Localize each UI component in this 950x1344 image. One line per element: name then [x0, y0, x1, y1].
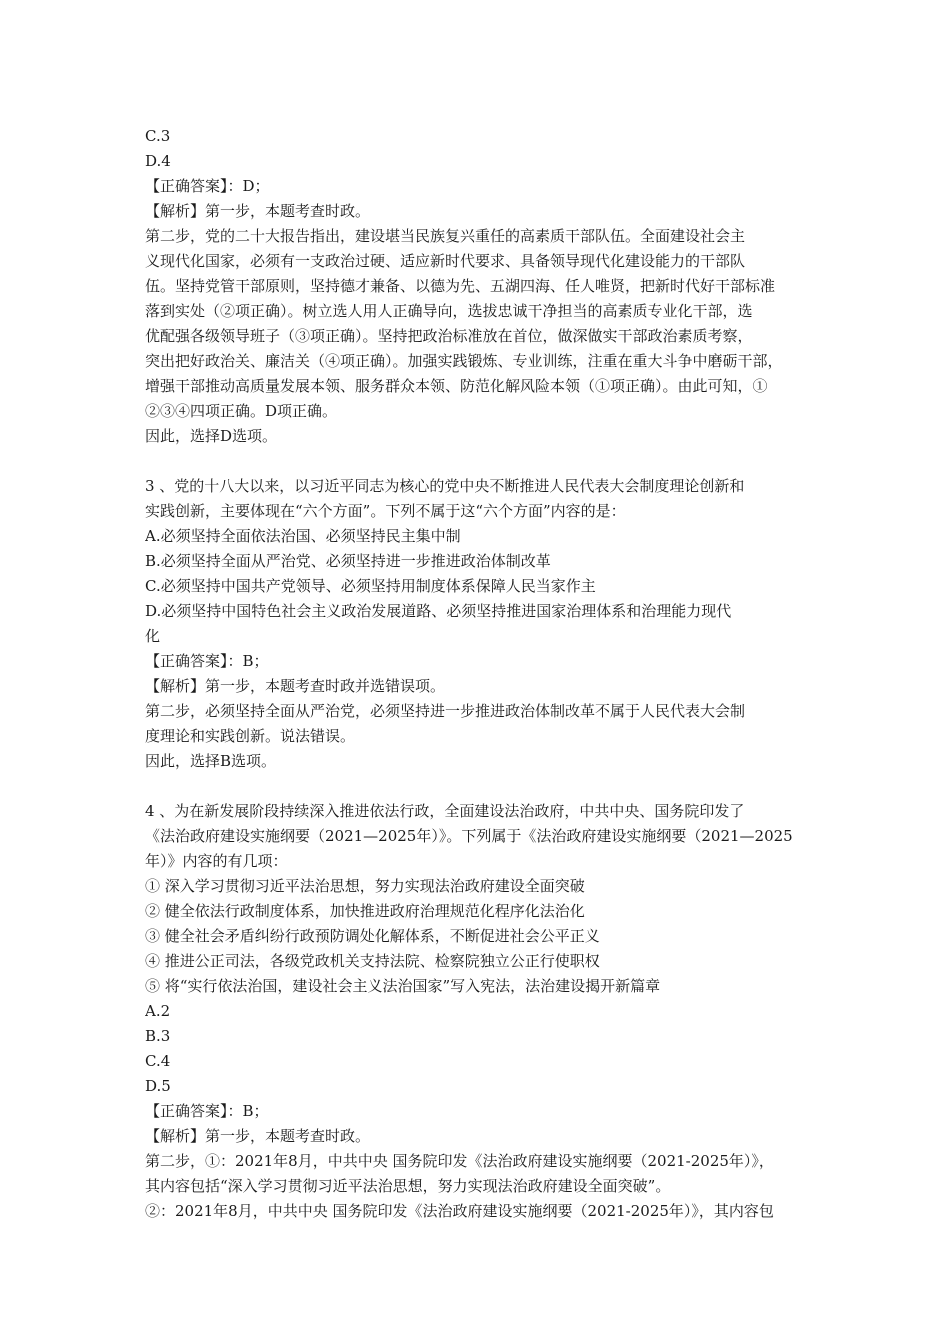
text-line: 【解析】第一步，本题考查时政。 [145, 202, 371, 220]
text-line: A.2 [145, 1002, 171, 1020]
paragraph-gap [145, 774, 815, 799]
text-line: 落到实处（②项正确）。树立选人用人正确导向，选拔忠诚干净担当的高素质专业化干部，选 [145, 302, 753, 320]
text-line: ②：2021年8月，中共中央 国务院印发《法治政府建设实施纲要（2021-2025年）》，其内容包 [145, 1202, 774, 1220]
text-line: ④ 推进公正司法，各级党政机关支持法院、检察院独立公正行使职权 [145, 952, 600, 970]
text-line: B.必须坚持全面从严治党、必须坚持进一步推进政治体制改革 [145, 552, 551, 570]
text-line: 因此，选择B选项。 [145, 752, 277, 770]
text-line: 增强干部推动高质量发展本领、服务群众本领、防范化解风险本领（①项正确）。由此可知，① [145, 377, 768, 395]
text-line: 义现代化国家，必须有一支政治过硬、适应新时代要求、具备领导现代化建设能力的干部队 [145, 252, 746, 270]
text-line: 度理论和实践创新。说法错误。 [145, 727, 356, 745]
text-line: A.必须坚持全面依法治国、必须坚持民主集中制 [145, 527, 461, 545]
text-line: C.3 [145, 127, 171, 145]
paragraph-gap [145, 449, 815, 474]
text-line: 【正确答案】：D； [145, 177, 270, 195]
text-line: 因此，选择D选项。 [145, 427, 278, 445]
text-line: 实践创新，主要体现在“六个方面”。下列不属于这“六个方面”内容的是： [145, 502, 626, 520]
text-line: D.必须坚持中国特色社会主义政治发展道路、必须坚持推进国家治理体系和治理能力现代 [145, 602, 732, 620]
text-line: 【正确答案】：B； [145, 652, 269, 670]
text-line: 化 [145, 627, 161, 645]
text-line: C.4 [145, 1052, 171, 1070]
text-line: ② 健全依法行政制度体系，加快推进政府治理规范化程序化法治化 [145, 902, 585, 920]
text-line: C.必须坚持中国共产党领导、必须坚持用制度体系保障人民当家作主 [145, 577, 596, 595]
text-line: 优配强各级领导班子（③项正确）。坚持把政治标准放在首位，做深做实干部政治素质考察， [145, 327, 753, 345]
text-line: 《法治政府建设实施纲要（2021—2025年）》。下列属于《法治政府建设实施纲要（2021—2025 [145, 827, 793, 845]
document-page [145, 124, 815, 1224]
text-line: 第二步，①：2021年8月，中共中央 国务院印发《法治政府建设实施纲要（2021-2025年）》， [145, 1152, 774, 1170]
text-line: 其内容包括“深入学习贯彻习近平法治思想，努力实现法治政府建设全面突破”。 [145, 1177, 671, 1195]
text-line: 【解析】第一步，本题考查时政并选错误项。 [145, 677, 446, 695]
text-line: D.4 [145, 152, 171, 170]
text-line: 4 、为在新发展阶段持续深入推进依法行政，全面建设法治政府，中共中央、国务院印发了 [145, 802, 745, 820]
text-line: 【解析】第一步，本题考查时政。 [145, 1127, 371, 1145]
text-line: 年）》内容的有几项： [145, 852, 288, 870]
text-line: 【正确答案】：B； [145, 1102, 269, 1120]
text-line: 3 、党的十八大以来，以习近平同志为核心的党中央不断推进人民代表大会制度理论创新和 [145, 477, 745, 495]
text-line: ⑤ 将“实行依法治国，建设社会主义法治国家”写入宪法，法治建设揭开新篇章 [145, 977, 661, 995]
text-line: D.5 [145, 1077, 171, 1095]
text-line: ③ 健全社会矛盾纠纷行政预防调处化解体系，不断促进社会公平正义 [145, 927, 600, 945]
text-line: 伍。坚持党管干部原则，坚持德才兼备、以德为先、五湖四海、任人唯贤，把新时代好干部标准 [145, 277, 776, 295]
text-line: 第二步，党的二十大报告指出，建设堪当民族复兴重任的高素质干部队伍。全面建设社会主 [145, 227, 746, 245]
text-line: ②③④四项正确。D项正确。 [145, 402, 338, 420]
text-line: 第二步，必须坚持全面从严治党，必须坚持进一步推进政治体制改革不属于人民代表大会制 [145, 702, 746, 720]
text-line: ① 深入学习贯彻习近平法治思想，努力实现法治政府建设全面突破 [145, 877, 585, 895]
text-line: 突出把好政治关、廉洁关（④项正确）。加强实践锻炼、专业训练，注重在重大斗争中磨砺干部， [145, 352, 783, 370]
text-line: B.3 [145, 1027, 171, 1045]
